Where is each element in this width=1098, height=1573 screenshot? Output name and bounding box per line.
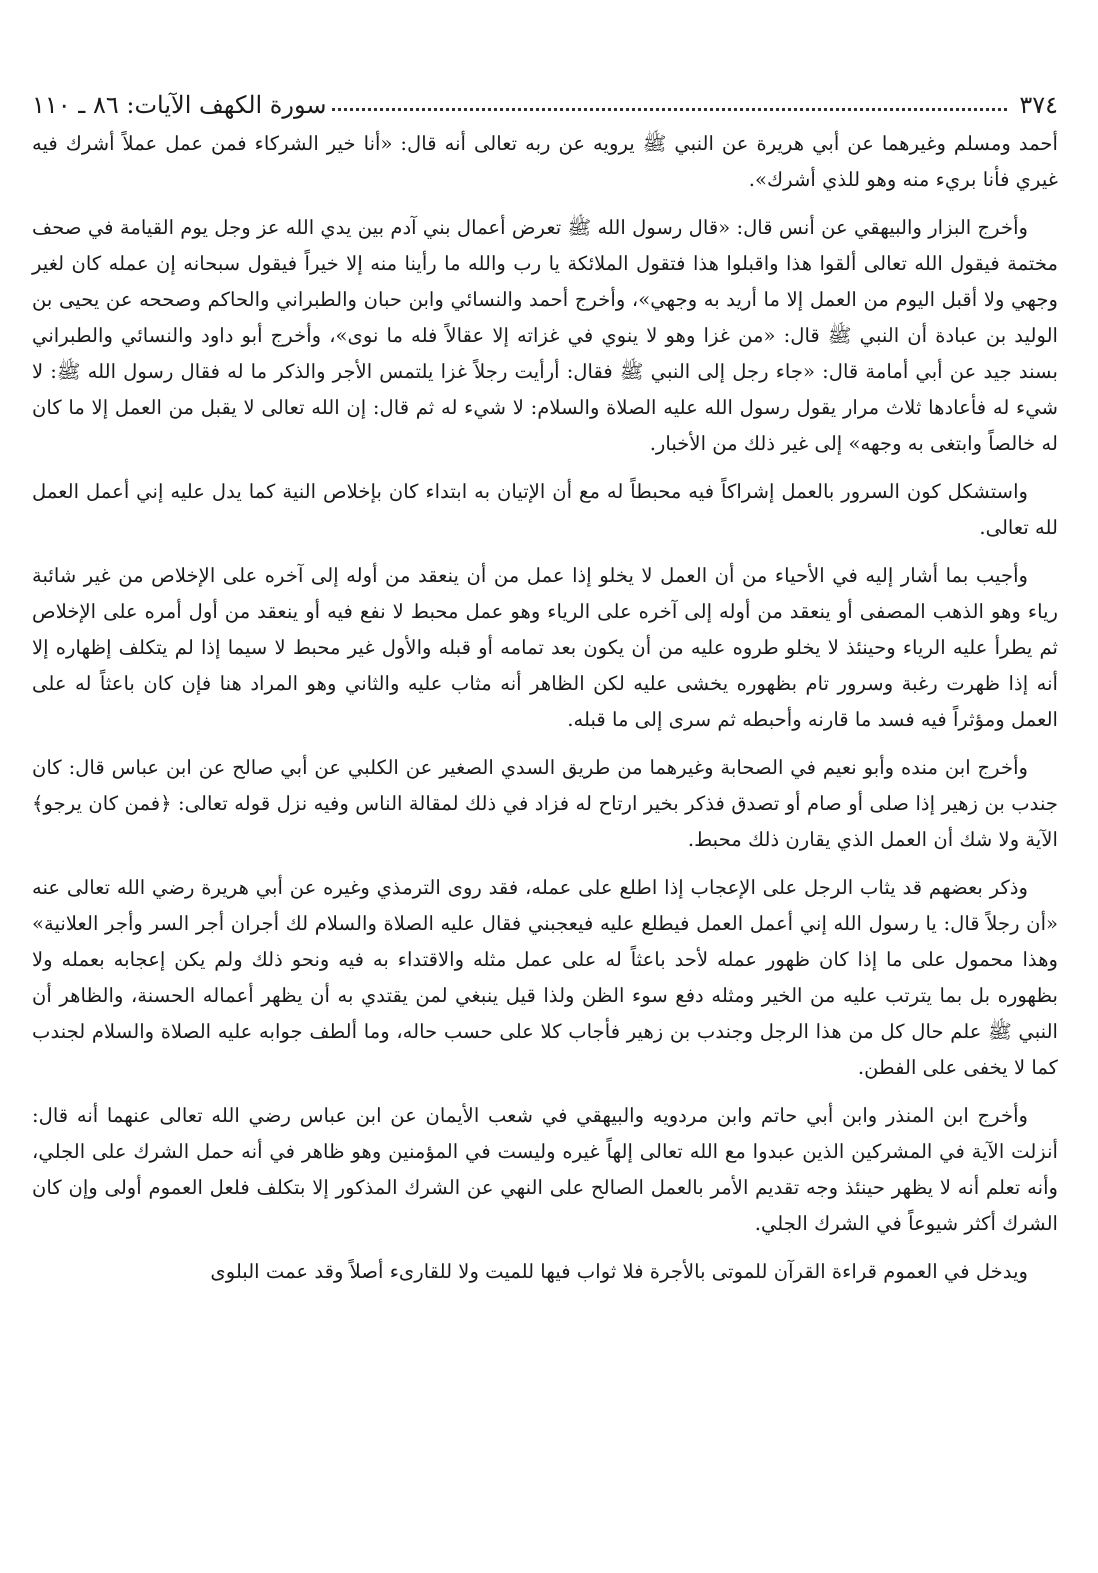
paragraph: أحمد ومسلم وغيرهما عن أبي هريرة عن النبي ﷺ يرويه عن ربه تعالى أنه قال: «أنا خير الشركاء فمن عمل عملاً أشرك فيه غيري فأنا بريء منه وهو للذي أشرك». <box>32 132 1058 191</box>
paragraph: وأخرج ابن المنذر وابن أبي حاتم وابن مردويه والبيهقي في شعب الأيمان عن ابن عباس رضي الله تعالى عنهما أنه قال: أنزلت الآية في المشركين الذين عبدوا مع الله تعالى إلهاً غيره وليست في المؤمنين وهو ظاهر في أنه حمل الشرك على الجلي، وأنه تعلم أنه لا يظهر حينئذ وجه تقديم الأمر بالعمل الصالح على النهي عن الشرك المذكور إلا بتكلف فلعل العموم أولى وإن كان الشرك أكثر شيوعاً في الشرك الجلي. <box>32 1104 1058 1235</box>
paragraph: وأجيب بما أشار إليه في الأحياء من أن العمل لا يخلو إذا عمل من أن ينعقد من أوله إلى آخره على الإخلاص من غير شائبة رياء وهو الذهب المصفى أو ينعقد من أوله إلى آخره على الرياء وهو عمل محبط لا نفع فيه أو ينعقد من أول أمره على الإخلاص ثم يطرأ عليه الرياء وحينئذ لا يخلو طروه عليه من أن يكون بعد تمامه أو قبله والأول غير محبط لا سيما إذا لم يتكلف إظهاره إلا أنه إذا ظهرت رغبة وسرور تام بظهوره يخشى عليه لكن الظاهر أنه مثاب عليه والثاني وهو المراد هنا فإن كان باعثاً له على العمل ومؤثراً فيه فسد ما قارنه وأحبطه ثم سرى إلى ما قبله. <box>32 564 1059 731</box>
paragraph: وأخرج البزار والبيهقي عن أنس قال: «قال رسول الله ﷺ تعرض أعمال بني آدم بين يدي الله عز وجل يوم القيامة في صحف مختمة فيقول الله تعالى ألقوا هذا واقبلوا هذا فتقول الملائكة يا رب والله ما رأينا منه إلا خيراً فيقول سبحانه إن عمله كان لغير وجهي ولا أقبل اليوم من العمل إلا ما أريد به وجهي»، وأخرج أحمد والنسائي وابن حبان والطبراني والحاكم وصححه عن يحيى بن الوليد بن عبادة أن النبي ﷺ قال: «من غزا وهو لا ينوي في غزاته إلا عقالاً فله ما نوى»، وأخرج أبو داود والنسائي والطبراني بسند جيد عن أبي أمامة قال: «جاء رجل إلى النبي ﷺ فقال: أرأيت رجلاً غزا يلتمس الأجر والذكر ما له فقال رسول الله ﷺ: لا شيء له فأعادها ثلاث مرار يقول رسول الله عليه الصلاة والسلام: لا شيء له ثم قال: إن الله تعالى لا يقبل من العمل إلا ما كان له خالصاً وابتغى به وجهه» إلى غير ذلك من الأخبار. <box>32 216 1058 455</box>
paragraph: وأخرج ابن منده وأبو نعيم في الصحابة وغيرهما من طريق السدي الصغير عن الكلبي عن أبي صالح عن ابن عباس قال: كان جندب بن زهير إذا صلى أو صام أو تصدق فذكر بخير ارتاح له فزاد في ذلك لمقالة الناس وفيه نزل قوله تعالى: ﴿فمن كان يرجو﴾ الآية ولا شك أن العمل الذي يقارن ذلك محبط. <box>32 756 1058 851</box>
chapter-title: سورة الكهف الآيات: ٨٦ ـ ١١٠ <box>32 91 327 120</box>
header-dotted-leader <box>332 108 1007 111</box>
paragraph: واستشكل كون السرور بالعمل إشراكاً فيه محبطاً له مع أن الإتيان به ابتداء كان بإخلاص النية كما يدل عليه إني أعمل العمل لله تعالى. <box>32 480 1058 539</box>
paragraph: ويدخل في العموم قراءة القرآن للموتى بالأجرة فلا ثواب فيها للميت ولا للقارىء أصلاً وقد عمت البلوى <box>210 1260 1028 1283</box>
body-text <box>32 126 1058 1290</box>
document-page <box>32 80 1058 1290</box>
page-number: ٣٧٤ <box>1019 91 1058 120</box>
running-header <box>32 80 1058 120</box>
paragraph: وذكر بعضهم قد يثاب الرجل على الإعجاب إذا اطلع على عمله، فقد روى الترمذي وغيره عن أبي هريرة رضي الله تعالى عنه «أن رجلاً قال: يا رسول الله إني أعمل العمل فيطلع عليه فيعجبني فقال عليه الصلاة والسلام لك أجران أجر السر وأجر العلانية» وهذا محمول على ما إذا كان ظهور عمله لأحد باعثاً له على عمل مثله والاقتداء به فيه ونحو ذلك ولم يكن إعجابه بعمله ولا بظهوره بل بما يترتب عليه من الخير ومثله دفع سوء الظن ولذا قيل ينبغي لمن يقتدي به أن يظهر أعماله الحسنة، والظاهر أن النبي ﷺ علم حال كل من هذا الرجل وجندب بن زهير فأجاب كلا على حسب حاله، وما ألطف جوابه عليه الصلاة والسلام لجندب كما لا يخفى على الفطن. <box>32 876 1059 1079</box>
